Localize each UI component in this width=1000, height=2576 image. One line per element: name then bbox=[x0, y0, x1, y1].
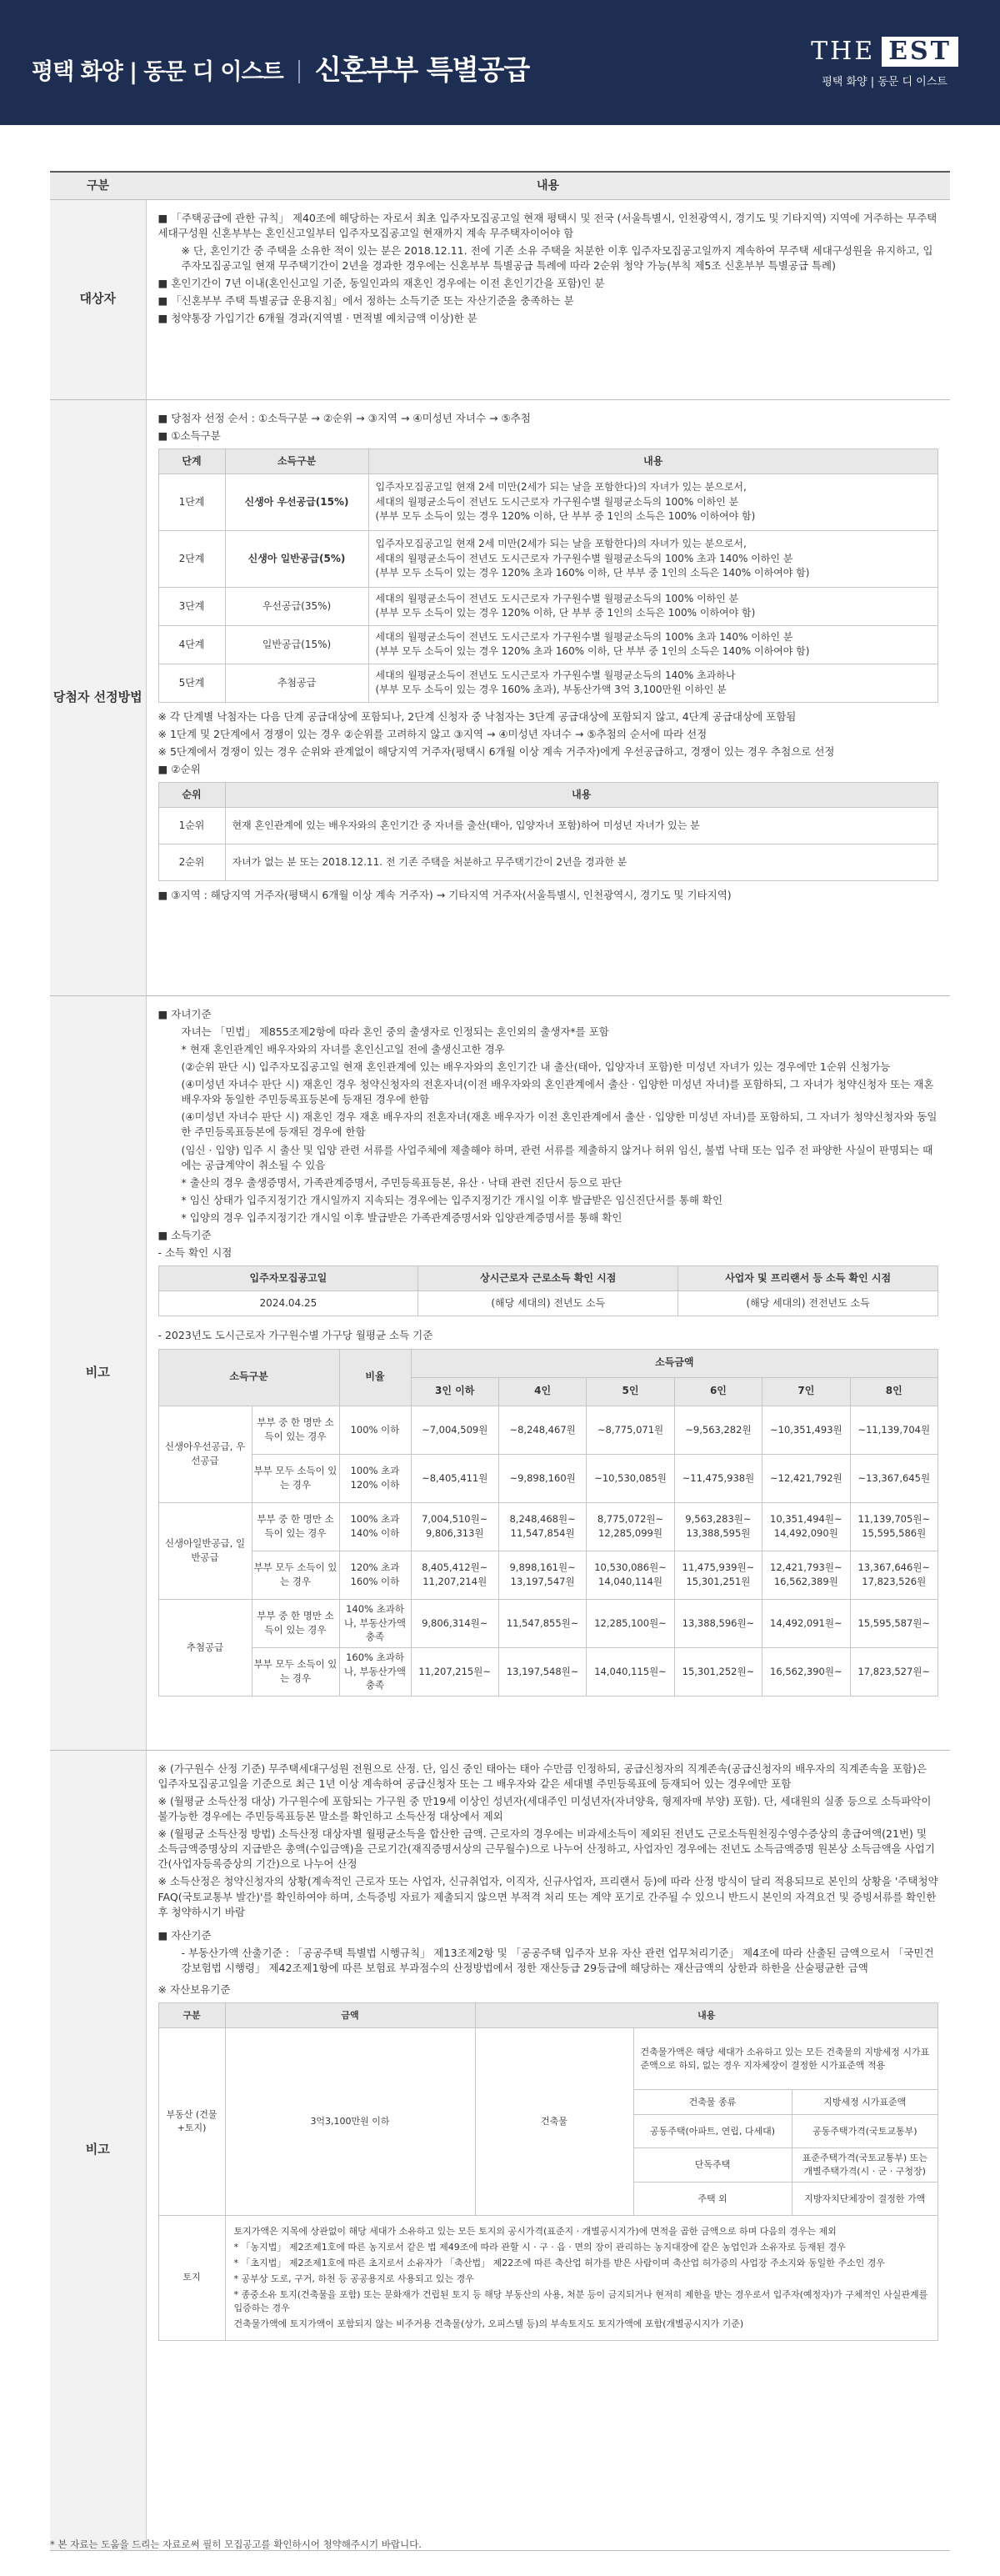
th-household-size: 6인 bbox=[674, 1377, 762, 1406]
cell-step: 3단계 bbox=[158, 587, 225, 625]
cell-amount: 13,367,646원~ 17,823,526원 bbox=[850, 1551, 938, 1599]
cell-std: 지방세정 시가표준액 bbox=[792, 2090, 938, 2115]
eligibility-line: ■ 「신혼부부 주택 특별공급 운용지침」에서 정하는 소득기준 또는 자산기준을 충족하는 분 bbox=[158, 294, 574, 308]
remark-line: * 현재 혼인관계인 배우자와의 자녀를 혼인신고일 전에 출생신고한 경우 bbox=[181, 1042, 505, 1055]
cell-class: 일반공급(15%) bbox=[225, 625, 368, 664]
table-row bbox=[158, 1291, 938, 1316]
cell-amount: 13,388,596원~ bbox=[674, 1599, 762, 1647]
income-class-title: ■ ①소득구분 bbox=[158, 428, 221, 442]
cell-amount: 11,475,939원~ 15,301,251원 bbox=[674, 1551, 762, 1599]
remark-line: (④미성년 자녀수 판단 시) 재혼인 경우 재혼 배우자의 전혼자녀(재혼 배우자가 이전 혼인관계에서 출산 · 입양한 미성년 자녀)를 포함하되, 그 자녀가 청약신청자와 동일한 주민등록표등본에 등재된 경우에 한함 bbox=[181, 1110, 938, 1139]
remark-line: * 임신 상태가 입주지정기간 개시일까지 지속되는 경우에는 입주지정기간 개시일 이후 발급받은 임신진단서를 통해 확인 bbox=[181, 1193, 723, 1206]
table-row bbox=[158, 1454, 938, 1502]
cell-amount: ~10,351,493원 bbox=[762, 1406, 850, 1454]
selection-note: ※ 1단계 및 2단계에서 경쟁이 있는 경우 ②순위를 고려하지 않고 ③지역 → ④미성년 자녀수 → ⑤추첨의 순서에 따라 선정 bbox=[158, 727, 708, 740]
remark-line: (임신 · 입양) 입주 시 출산 및 입양 관련 서류를 사업주체에 제출해야 하며, 관련 서류를 제출하지 않거나 허위 임신, 불법 낙태 또는 입주 전 파양한 사실이 판명되는 때에는 공급계약이 취소될 수 있음 bbox=[181, 1143, 933, 1171]
th-content: 내용 bbox=[225, 783, 938, 808]
remark-line: (④미성년 자녀수 판단 시) 재혼인 경우 청약신청자의 전혼자녀(이전 배우자와의 혼인관계에서 출산 · 입양한 미성년 자녀)를 포함하되, 그 자녀가 청약신청자 또는 재혼 배우자와 동일한 주민등록표등본에 등재된 경우에 한함 bbox=[181, 1078, 934, 1106]
section-label: 대상자 bbox=[50, 199, 146, 399]
content-line: 입주자모집공고일 현재 2세 미만(2세가 되는 날을 포함한다)의 자녀가 있는 분으로서, bbox=[375, 481, 747, 494]
th-income-class: 소득구분 bbox=[225, 449, 368, 474]
cell-step: 1단계 bbox=[158, 474, 225, 530]
cell-class: 신생아 우선공급(15%) bbox=[225, 474, 368, 530]
cell-amount: 9,898,161원~ 13,197,547원 bbox=[498, 1551, 586, 1599]
cell-amount: 10,530,086원~ 14,040,114원 bbox=[587, 1551, 674, 1599]
content-line: (부부 모두 소득이 있는 경우 120% 이하, 단 부부 중 1인의 소득은 100% 이하여야 함) bbox=[375, 509, 756, 522]
remark-line: * 출산의 경우 출생증명서, 가족관계증명서, 주민등록표등본, 유산 · 낙태 관련 진단서 등으로 판단 bbox=[181, 1175, 622, 1189]
remark-line: ■ 자녀기준 bbox=[158, 1007, 212, 1020]
th-household-size: 5인 bbox=[587, 1377, 674, 1406]
cell-content bbox=[368, 587, 938, 625]
cell-amount: 8,248,468원~ 11,547,854원 bbox=[498, 1502, 586, 1551]
cell-land-desc bbox=[225, 2216, 938, 2341]
th-income-amount: 소득금액 bbox=[411, 1349, 938, 1377]
cell-ratio: 100% 이하 bbox=[339, 1406, 411, 1454]
cell-content bbox=[368, 530, 938, 587]
cell-amount: 14,492,091원~ bbox=[762, 1599, 850, 1647]
logo-mark bbox=[811, 33, 958, 70]
cell-amount: ~11,139,704원 bbox=[850, 1406, 938, 1454]
th-announce-date: 입주자모집공고일 bbox=[158, 1266, 418, 1291]
cell-kind: 공동주택(아파트, 연립, 다세대) bbox=[633, 2115, 792, 2148]
table-row bbox=[158, 625, 938, 664]
col-header-content: 내용 bbox=[146, 173, 950, 199]
table-row bbox=[158, 664, 938, 702]
section-selection bbox=[50, 399, 950, 995]
cell-kind: 주택 외 bbox=[633, 2183, 792, 2216]
cell-sub: 부부 모두 소득이 있는 경우 bbox=[252, 1454, 339, 1502]
table-row bbox=[158, 474, 938, 530]
content-line: (부부 모두 소득이 있는 경우 120% 초과 160% 이하, 단 부부 중 1인의 소득은 140% 이하여야 함) bbox=[375, 645, 810, 658]
cell-kind: 단독주택 bbox=[633, 2148, 792, 2183]
remark-line: 자녀는 「민법」 제855조제2항에 따라 혼인 중의 출생자로 인정되는 혼인외의 출생자*를 포함 bbox=[181, 1025, 609, 1038]
main-table bbox=[50, 171, 950, 2551]
cell-amount: 13,197,548원~ bbox=[498, 1647, 586, 1696]
col-header-category: 구분 bbox=[50, 173, 146, 199]
cell-kind: 건축물 종류 bbox=[633, 2090, 792, 2115]
cell-amount: 15,301,252원~ bbox=[674, 1647, 762, 1696]
th-income-class: 소득구분 bbox=[158, 1349, 339, 1406]
section-remarks-1 bbox=[50, 995, 950, 1750]
th-amount: 금액 bbox=[225, 2003, 475, 2028]
table-row bbox=[158, 844, 938, 881]
cell-amount: 16,562,390원~ bbox=[762, 1647, 850, 1696]
cell-ratio: 100% 초과 140% 이하 bbox=[339, 1502, 411, 1551]
cell-amount: ~9,898,160원 bbox=[498, 1454, 586, 1502]
cell-std: 표준주택가격(국토교통부) 또는 개별주택가격(시 · 군 · 구청장) bbox=[792, 2148, 938, 2183]
table-row bbox=[158, 1647, 938, 1696]
cell-amount: 12,285,100원~ bbox=[587, 1599, 674, 1647]
cell-class: 우선공급(35%) bbox=[225, 587, 368, 625]
cell-group: 신생아우선공급, 우선공급 bbox=[158, 1406, 252, 1502]
remark-note: ※ (가구원수 산정 기준) 무주택세대구성원 전원으로 산정. 단, 임신 중인 태아는 태아 수만큼 인정하되, 공급신청자의 직계존속(공급신청자의 배우자의 직계존속을 포함)은 입주자모집공고일을 기준으로 최근 1년 이상 계속하여 공급신청자 또는 그 배우자와 같은 세대별 주민등록표에 등재되어 있는 경우에만 포함 bbox=[158, 1762, 927, 1790]
cell-amount: 9,806,314원~ bbox=[411, 1599, 498, 1647]
income-amount-table bbox=[158, 1349, 939, 1696]
cell-ratio: 140% 초과하나, 부동산가액 충족 bbox=[339, 1599, 411, 1647]
cell-sub: 부부 모두 소득이 있는 경우 bbox=[252, 1647, 339, 1696]
cell-ratio: 160% 초과하나, 부동산가액 충족 bbox=[339, 1647, 411, 1696]
th-household-size: 8인 bbox=[850, 1377, 938, 1406]
asset-sub-title: ※ 자산보유기준 bbox=[158, 1983, 231, 1997]
cell-amount: ~8,248,467원 bbox=[498, 1406, 586, 1454]
content-line: (부부 모두 소득이 있는 경우 160% 초과), 부동산가액 3억 3,100만원 이하인 분 bbox=[375, 684, 727, 696]
table-row bbox=[158, 2028, 938, 2090]
content-line: 세대의 월평균소득이 전년도 도시근로자 가구원수별 월평균소득의 100% 초과 140% 이하인 분 bbox=[375, 552, 793, 564]
cell-std: 지방자치단체장이 결정한 가액 bbox=[792, 2183, 938, 2216]
cell-amount: 8,405,412원~ 11,207,214원 bbox=[411, 1551, 498, 1599]
cell-announce-date: 2024.04.25 bbox=[158, 1291, 418, 1316]
cell-amount: 9,563,283원~ 13,388,595원 bbox=[674, 1502, 762, 1551]
remark-note: ※ (월평균 소득산정 방법) 소득산정 대상자별 월평균소득을 합산한 금액. 근로자의 경우에는 비과세소득이 제외된 전년도 근로소득원천징수영수증상의 총급여액(21번) 및 소득금액증명상의 지급받은 총액(수입금액)을 근로기간(재직증명서상의 근무월수)으로 나누어 산정하고, 사업자인 경우에는 전년도 소득금액증명 원본상 소득금액을 사업기간(사업자등록증상의 기간)으로 나누어 산정 bbox=[158, 1827, 935, 1871]
header-title bbox=[32, 50, 529, 90]
table-row bbox=[158, 587, 938, 625]
cell-property: 부동산 (건물+토지) bbox=[158, 2028, 225, 2216]
asset-desc: - 부동산가액 산출기준 : 「공공주택 특별법 시행규칙」 제13조제2항 및 「공공주택 입주자 보유 자산 관련 업무처리기준」 제4조에 따라 산출된 금액으로서 「국민건강보험법 시행령」 제42조제1항에 따른 보험료 부과점수의 산정방법에서 정한 재산등급 29등급에 해당하는 재산금액의 상한과 하한을 산술평균한 금액 bbox=[181, 1946, 934, 1974]
cell-amount: ~7,004,509원 bbox=[411, 1406, 498, 1454]
logo-prefix: THE bbox=[811, 37, 876, 66]
content-line: 세대의 월평균소득이 전년도 도시근로자 가구원수별 월평균소득의 100% 이하인 분 bbox=[375, 495, 739, 508]
land-line: * 「농지법」 제2조제1호에 따른 농지로서 같은 법 제49조에 따라 관할 시 · 구 · 읍 · 면의 장이 관리하는 농지대장에 같은 농업인과 소유자로 등재된 경우 bbox=[233, 2242, 846, 2253]
cell-amount: ~8,775,071원 bbox=[587, 1406, 674, 1454]
table-row bbox=[158, 1551, 938, 1599]
table-row bbox=[158, 2216, 938, 2341]
th-step: 단계 bbox=[158, 449, 225, 474]
logo-box: EST bbox=[882, 37, 958, 67]
region-line: ■ ③지역 : 해당지역 거주자(평택시 6개월 이상 계속 거주자) → 기타지역 거주자(서울특별시, 인천광역시, 경기도 및 기타지역) bbox=[158, 889, 732, 902]
section-label: 비고 bbox=[50, 1750, 146, 2550]
content-line: (부부 모두 소득이 있는 경우 120% 이하, 단 부부 중 1인의 소득은 100% 이하여야 함) bbox=[375, 607, 756, 619]
cell-std: 공동주택가격(국토교통부) bbox=[792, 2115, 938, 2148]
cell-amount: ~13,367,645원 bbox=[850, 1454, 938, 1502]
cell-amount: ~10,530,085원 bbox=[587, 1454, 674, 1502]
cell-amount: 17,823,527원~ bbox=[850, 1647, 938, 1696]
cell-content bbox=[368, 664, 938, 702]
cell-sub: 부부 중 한 명만 소득이 있는 경우 bbox=[252, 1406, 339, 1454]
cell-content: 자녀가 없는 분 또는 2018.12.11. 전 기존 주택을 처분하고 무주택기간이 2년을 경과한 분 bbox=[225, 844, 938, 881]
selection-order: ■ 당첨자 선정 순서 : ①소득구분 → ②순위 → ③지역 → ④미성년 자녀수 → ⑤추첨 bbox=[158, 411, 531, 424]
land-line: 토지가액은 지목에 상관없이 해당 세대가 소유하고 있는 모든 토지의 공시가격(표준지 · 개별공시지가)에 면적을 곱한 금액으로 하며 다음의 경우는 제외 bbox=[233, 2226, 837, 2238]
page-title: 신혼부부 특별공급 bbox=[314, 53, 530, 86]
land-line: * 「초지법」 제2조제1호에 따른 초지로서 소유자가 「축산법」 제22조에 따른 축산업 허가를 받은 사람이며 축산업 허가증의 사업장 주소지와 동일한 주소인 경우 bbox=[233, 2258, 885, 2268]
cell-content bbox=[368, 625, 938, 664]
asset-title: ■ 자산기준 bbox=[158, 1928, 212, 1942]
table-row bbox=[158, 808, 938, 844]
income-check-table bbox=[158, 1265, 939, 1316]
cell-rank: 1순위 bbox=[158, 808, 225, 844]
footer-note: * 본 자료는 도움을 드리는 자료로써 필히 모집공고를 확인하시어 청약해주시기 바랍니다. bbox=[50, 2538, 422, 2550]
remark-line: * 입양의 경우 입주지정기간 개시일 이후 발급받은 가족관계증명서와 입양관계증명서를 통해 확인 bbox=[181, 1211, 622, 1224]
cell-amount: 12,421,793원~ 16,562,389원 bbox=[762, 1551, 850, 1599]
th-content: 내용 bbox=[475, 2003, 938, 2028]
table-row bbox=[158, 1406, 938, 1454]
remark-note: ※ (월평균 소득산정 대상) 가구원수에 포함되는 가구원 중 만19세 이상인 성년자(세대주인 미성년자(자녀양육, 형제자매 부양) 포함). 단, 세대원의 실종 등으로 소득파악이 불가능한 경우에는 주민등록표등본 말소를 확인하고 소득산정 대상에서 제외 bbox=[158, 1794, 932, 1822]
cell-sub: 부부 모두 소득이 있는 경우 bbox=[252, 1551, 339, 1599]
cell-amount: 8,775,072원~ 12,285,099원 bbox=[587, 1502, 674, 1551]
cell-amount: 7,004,510원~ 9,806,313원 bbox=[411, 1502, 498, 1551]
cell-ratio: 120% 초과 160% 이하 bbox=[339, 1551, 411, 1599]
eligibility-line: ■ 혼인기간이 7년 이내(혼인신고일 기준, 동일인과의 재혼인 경우에는 이전 혼인기간을 포함)인 분 bbox=[158, 277, 605, 289]
th-household-size: 7인 bbox=[762, 1377, 850, 1406]
cell-sub: 부부 중 한 명만 소득이 있는 경우 bbox=[252, 1599, 339, 1647]
asset-table bbox=[158, 2002, 939, 2340]
cell-content: 현재 혼인관계에 있는 배우자와의 혼인기간 중 자녀를 출산(태아, 입양자녀 포함)하여 미성년 자녀가 있는 분 bbox=[225, 808, 938, 844]
cell-amount: ~8,405,411원 bbox=[411, 1454, 498, 1502]
cell-class: 추첨공급 bbox=[225, 664, 368, 702]
section-eligibility bbox=[50, 199, 950, 399]
th-household-size: 3인 이하 bbox=[411, 1377, 498, 1406]
cell-content bbox=[368, 474, 938, 530]
cell-amount: ~11,475,938원 bbox=[674, 1454, 762, 1502]
eligibility-line: ■ 청약통장 가입기간 6개월 경과(지역별 · 면적별 예치금액 이상)한 분 bbox=[158, 312, 478, 325]
rank-title: ■ ②순위 bbox=[158, 763, 201, 776]
cell-building: 건축물 bbox=[475, 2028, 633, 2216]
th-worker-check: 상시근로자 근로소득 확인 시점 bbox=[418, 1266, 678, 1291]
remark-line: (②순위 판단 시) 입주자모집공고일 현재 혼인관계에 있는 배우자와의 혼인기간 내 출산(태아, 입양자녀 포함)한 미성년 자녀가 있는 경우에만 1순위 신청가능 bbox=[181, 1060, 891, 1073]
land-line: * 종중소유 토지(건축물을 포함) 또는 문화재가 건립된 토지 등 해당 부동산의 사용, 처분 등이 금지되거나 현저히 제한을 받는 경우로서 입주자(예정자)가 구체적인 사실관계를 입증하는 경우 bbox=[233, 2288, 928, 2313]
eligibility-line: ■ 「주택공급에 관한 규칙」 제40조에 해당하는 자로서 최초 입주자모집공고일 현재 평택시 및 전국 (서울특별시, 인천광역시, 경기도 및 기타지역) 지역에 거주하는 무주택세대구성원 신혼부부는 혼인신고일부터 입주자모집공고일 현재까지 계속 무주택자이어야 함 bbox=[158, 211, 938, 239]
cell-group: 신생아일반공급, 일반공급 bbox=[158, 1502, 252, 1599]
table-row bbox=[158, 530, 938, 587]
content-line: 입주자모집공고일 현재 2세 미만(2세가 되는 날을 포함한다)의 자녀가 있는 분으로서, bbox=[375, 538, 747, 550]
cell-business-check: (해당 세대의) 전전년도 소득 bbox=[678, 1291, 938, 1316]
remark-note: ※ 소득산정은 청약신청자의 상황(계속적인 근로자 또는 사업자, 신규취업자, 이직자, 신규사업자, 프리랜서 등)에 따라 산정 방식이 달리 적용되므로 본인의 상황을 '주택청약 FAQ(국토교통부 발간)'를 확인하여야 하며, 소득증빙 자료가 제출되지 않으면 부적격 처리 또는 계약 포기로 간주될 수 있으니 반드시 본인의 자격요건 및 증빙서류를 확인한 후 청약하시기 바람 bbox=[158, 1875, 938, 1918]
eligibility-line: ※ 단, 혼인기간 중 주택을 소유한 적이 있는 분은 2018.12.11. 전에 기존 소유 주택을 처분한 이후 입주자모집공고일까지 계속하여 무주택 세대구성원을 유지하고, 입주자모집공고일 현재 무주택기간이 2년을 경과한 경우에는 신혼부부 특별공급 특례에 따라 2순위 청약 가능(부칙 제5조 신혼부부 특별공급 특례) bbox=[181, 243, 933, 272]
selection-note: ※ 5단계에서 경쟁이 있는 경우 순위와 관계없이 해당지역 거주자(평택시 6개월 이상 계속 거주자)에게 우선공급하고, 경쟁이 있는 경우 추첨으로 선정 bbox=[158, 745, 835, 758]
content-line: (부부 모두 소득이 있는 경우 120% 초과 160% 이하, 단 부부 중 1인의 소득은 140% 이하여야 함) bbox=[375, 566, 810, 579]
cell-amount: ~9,563,282원 bbox=[674, 1406, 762, 1454]
section-remarks-2 bbox=[50, 1750, 950, 2550]
cell-amount: ~12,421,792원 bbox=[762, 1454, 850, 1502]
cell-building-desc: 건축물가액은 해당 세대가 소유하고 있는 모든 건축물의 지방세정 시가표준액으로 하되, 없는 경우 지자체장이 결정한 시가표준액 적용 bbox=[633, 2028, 938, 2090]
cell-ratio: 100% 초과 120% 이하 bbox=[339, 1454, 411, 1502]
page-header bbox=[0, 0, 1000, 125]
cell-land: 토지 bbox=[158, 2216, 225, 2341]
remark-line: - 소득 확인 시점 bbox=[158, 1246, 232, 1260]
cell-amount: 10,351,494원~ 14,492,090원 bbox=[762, 1502, 850, 1551]
content-line: 세대의 월평균소득이 전년도 도시근로자 가구원수별 월평균소득의 140% 초과하나 bbox=[375, 669, 736, 681]
cell-group: 추첨공급 bbox=[158, 1599, 252, 1696]
cell-step: 2단계 bbox=[158, 530, 225, 587]
cell-worker-check: (해당 세대의) 전년도 소득 bbox=[418, 1291, 678, 1316]
cell-step: 4단계 bbox=[158, 625, 225, 664]
th-household-size: 4인 bbox=[498, 1377, 586, 1406]
brand-logo bbox=[811, 33, 958, 90]
cell-class: 신생아 일반공급(5%) bbox=[225, 530, 368, 587]
income-table-title: - 2023년도 도시근로자 가구원수별 가구당 월평균 소득 기준 bbox=[158, 1329, 433, 1342]
cell-step: 5단계 bbox=[158, 664, 225, 702]
income-class-table bbox=[158, 449, 939, 703]
cell-amount: 11,547,855원~ bbox=[498, 1599, 586, 1647]
cell-amount: 14,040,115원~ bbox=[587, 1647, 674, 1696]
table-row bbox=[158, 1599, 938, 1647]
th-business-check: 사업자 및 프리랜서 등 소득 확인 시점 bbox=[678, 1266, 938, 1291]
content-line: 세대의 월평균소득이 전년도 도시근로자 가구원수별 월평균소득의 100% 초과 140% 이하인 분 bbox=[375, 630, 793, 643]
table-row bbox=[158, 1502, 938, 1551]
cell-amount: 11,139,705원~ 15,595,586원 bbox=[850, 1502, 938, 1551]
selection-note: ※ 각 단계별 낙첨자는 다음 단계 공급대상에 포함되나, 2단계 신청자 중 낙첨자는 3단계 공급대상에 포함되지 않고, 4단계 공급대상에 포함됨 bbox=[158, 709, 797, 723]
location-label: 평택 화양 | 동문 디 이스트 bbox=[32, 59, 283, 85]
cell-sub: 부부 중 한 명만 소득이 있는 경우 bbox=[252, 1502, 339, 1551]
th-category: 구분 bbox=[158, 2003, 225, 2028]
cell-rank: 2순위 bbox=[158, 844, 225, 881]
th-content: 내용 bbox=[368, 449, 938, 474]
cell-amount: 3억3,100만원 이하 bbox=[225, 2028, 475, 2216]
rank-table bbox=[158, 782, 939, 881]
land-line: 건축물가액에 토지가액이 포함되지 않는 비주거용 건축물(상가, 오피스텔 등)의 부속토지도 토지가액에 포함(개별공시지가 기준) bbox=[233, 2318, 744, 2329]
logo-subtitle: 평택 화양 | 동문 디 이스트 bbox=[822, 75, 948, 88]
section-label: 비고 bbox=[50, 995, 146, 1750]
th-rank: 순위 bbox=[158, 783, 225, 808]
cell-amount: 11,207,215원~ bbox=[411, 1647, 498, 1696]
land-line: * 공부상 도로, 구거, 하천 등 공공용지로 사용되고 있는 경우 bbox=[233, 2273, 474, 2284]
remark-line: ■ 소득기준 bbox=[158, 1229, 212, 1242]
title-divider bbox=[298, 60, 300, 83]
th-ratio: 비율 bbox=[339, 1349, 411, 1406]
cell-amount: 15,595,587원~ bbox=[850, 1599, 938, 1647]
content-line: 세대의 월평균소득이 전년도 도시근로자 가구원수별 월평균소득의 100% 이하인 분 bbox=[375, 592, 739, 604]
section-label: 당첨자 선정방법 bbox=[50, 399, 146, 995]
